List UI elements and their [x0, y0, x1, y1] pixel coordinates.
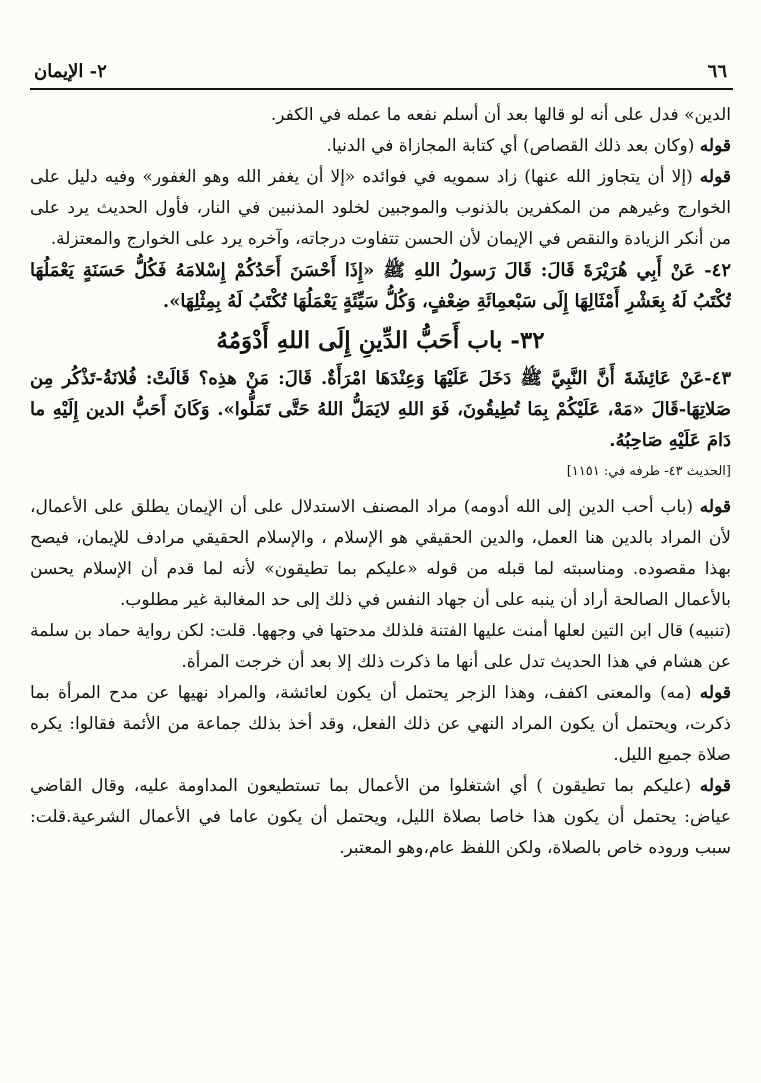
commentary-paragraph: الدين» فدل على أنه لو قالها بعد أن أسلم نفعه ما عمله في الكفر. [270, 105, 731, 125]
hadith-reference: [الحديث ٤٣- طرفه في: ١١٥١] [566, 464, 731, 479]
header-rule [30, 88, 733, 90]
page-body [30, 100, 731, 1063]
hadith-43: ٤٣-عَنْ عَائِشَةَ أَنَّ النَّبِيَّ ﷺ دَخَلَ عَلَيْهَا وَعِنْدَهَا امْرَأَةٌ. قَالَ: مَنْ هذِه؟ قَالَتْ: فُلانَةُ-تَذْكُر مِن صَلاتِهَا-قَالَ «مَهْ، عَلَيْكُمْ بِمَا تُطِيقُونَ، فَوَ اللهِ لايَمَلُّ اللهُ حَتَّى تَمَلُّوا». وَكَانَ أَحَبُّ الدين إِلَيْهِ ما دَامَ عَلَيْهِ صَاحِبُهُ. [30, 368, 731, 451]
commentary-paragraph: قوله (باب أحب الدين إلى الله أدومه) مراد المصنف الاستدلال على أن الإيمان يطلق على الأعمال، لأن المراد بالدين هنا العمل، والدين الحقيقي هو الإسلام ، والإسلام الحقيقي مرادف للإيمان، فيصح بهذا مقصوده. ومناسبته لما قبله من قوله «عليكم بما تطيقون» لأنه لما قدم أن الإسلام يحسن بالأعمال الصالحة أراد أن ينبه على أن جهاد النفس في ذلك إلى حد المغالبة غير مطلوب. [30, 497, 731, 610]
commentary-paragraph: قوله (وكان بعد ذلك القصاص) أي كتابة المجازاة في الدنيا. [326, 136, 731, 156]
commentary-paragraph: قوله (مه) والمعنى اكفف، وهذا الزجر يحتمل أن يكون لعائشة، والمراد نهيها عن مدح المرأة بما ذكرت، ويحتمل أن يكون المراد النهي عن ذلك الفعل، وقد أخذ بذلك جماعة من الأئمة فقالوا: يكره صلاة جميع الليل. [30, 683, 731, 765]
section-title: ٢- الإيمان [34, 61, 107, 82]
commentary-paragraph: قوله (عليكم بما تطيقون ) أي اشتغلوا من الأعمال بما تستطيعون المداومة عليه، وقال القاضي عياض: يحتمل أن يكون هذا خاصا بصلاة الليل، ويحتمل أن يكون عاما في الأعمال الشرعية.قلت: سبب وروده خاص بالصلاة، ولكن اللفظ عام،وهو المعتبر. [30, 776, 731, 858]
page-header [34, 54, 727, 82]
page-number: ٦٦ [707, 61, 727, 82]
chapter-title: ٣٢- باب أَحَبُّ الدِّينِ إِلَى اللهِ أَدْوَمُهُ [216, 327, 545, 354]
commentary-paragraph: (تنبيه) قال ابن التين لعلها أمنت عليها الفتنة فلذلك مدحتها في وجهها. قلت: لكن رواية حماد بن سلمة عن هشام في هذا الحديث تدل على أنها ما ذكرت ذلك إلا بعد أن خرجت المرأة. [30, 621, 731, 672]
commentary-paragraph: قوله (إلا أن يتجاوز الله عنها) زاد سمويه في فوائده «إلا أن يغفر الله وهو الغفور» وفيه دليل على الخوارج وغيرهم من المكفرين بالذنوب والموجبين لخلود المذنبين في النار، فأول الحديث يرد على من أنكر الزيادة والنقص في الإيمان لأن الحسن تتفاوت درجاته، وآخره يرد على الخوارج والمعتزلة. [30, 167, 731, 249]
hadith-42: ٤٢- عَنْ أَبِي هُرَيْرَةَ قَالَ: قَالَ رَسولُ اللهِ ﷺ «إِذَا أَحْسَنَ أَحَدُكُمْ إِسْلامَهُ فَكُلُّ حَسَنَةٍ يَعْمَلُهَا تُكْتَبُ لَهُ بِعَشْرِ أَمْثَالِهَا إِلَى سَبْعمِائَةِ ضِعْفٍ، وَكُلُّ سَيِّئَةٍ يَعْمَلُهَا تُكْتَبُ لَهُ بِمِثْلِهَا». [30, 260, 731, 312]
